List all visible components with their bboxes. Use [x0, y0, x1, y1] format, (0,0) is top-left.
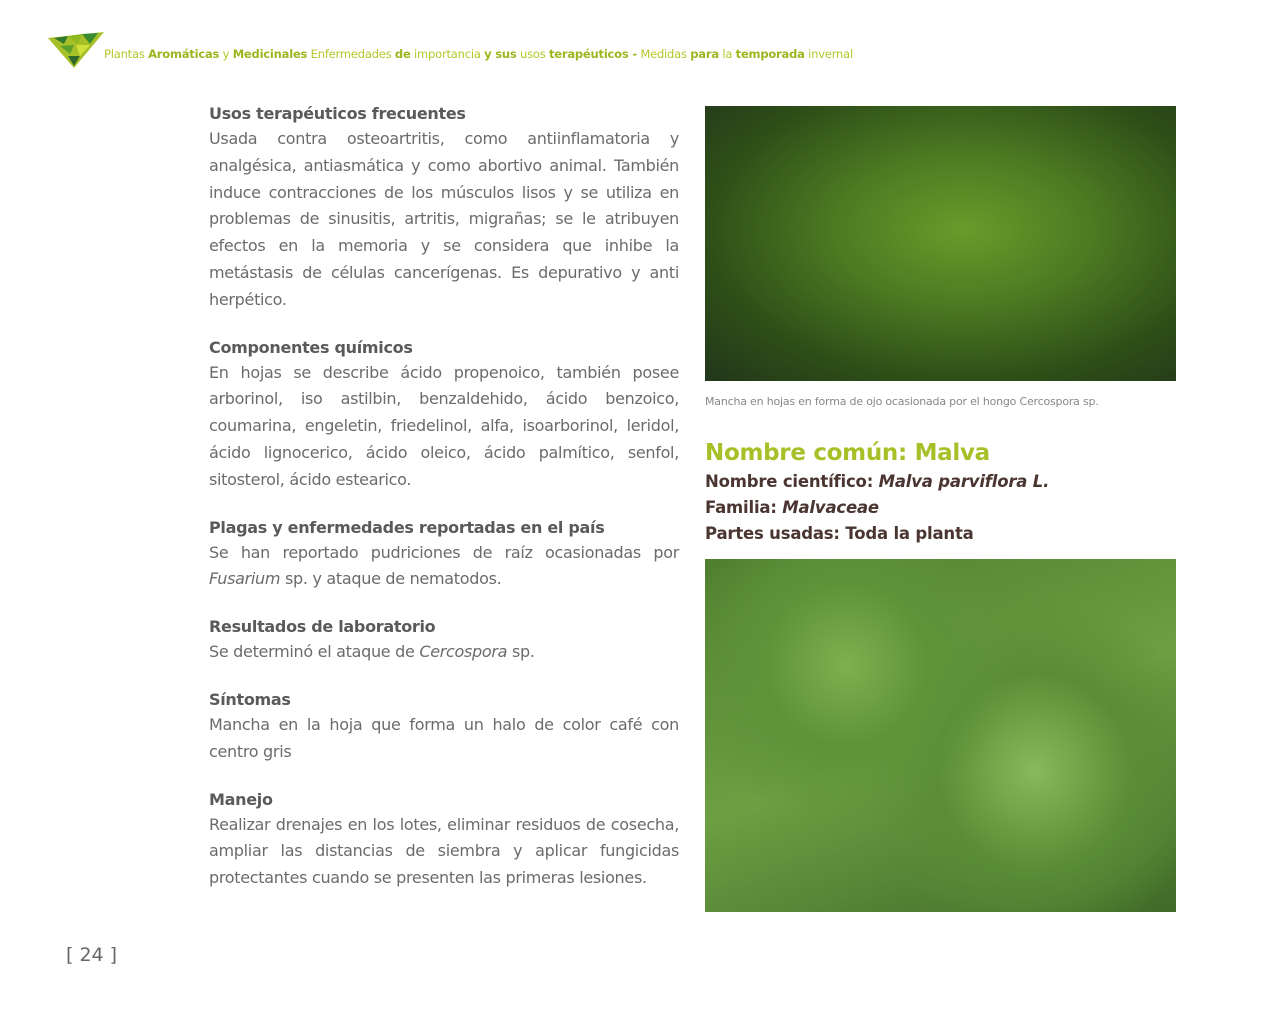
- section-body: [209, 540, 679, 594]
- header-text: Medidas: [636, 47, 691, 61]
- section-laboratorio: [209, 615, 679, 666]
- parts-used: Partes usadas: Toda la planta: [705, 524, 974, 543]
- header-text: importancia: [410, 47, 485, 61]
- header-text: la: [718, 47, 736, 61]
- photo-caption: Mancha en hojas en forma de ojo ocasionada por el hongo Cercospora sp.: [705, 395, 1099, 408]
- section-componentes: [209, 336, 679, 494]
- family: [705, 498, 879, 517]
- logo-icon: [48, 32, 104, 68]
- text: sp.: [507, 642, 535, 662]
- scientific-name: [705, 472, 1049, 491]
- italic-term: Cercospora: [419, 642, 508, 662]
- section-usos: [209, 102, 679, 314]
- section-body: En hojas se describe ácido propenoico, también posee arborinol, iso astilbin, benzaldehido, ácido benzoico, coumarina, engeletin, friedelinol, alfa, isoarborinol, leridol, ácido lignocerico, ácido oleico, ácido palmítico, senfol, sitosterol, ácido estearico.: [209, 362, 679, 489]
- header-text: para: [690, 47, 719, 61]
- value: Malva parviflora L.: [878, 472, 1050, 491]
- section-heading: Manejo: [209, 789, 273, 809]
- section-body: Usada contra osteoartritis, como antiinflamatoria y analgésica, antiasmática y como abortivo animal. También induce contracciones de los músculos lisos y se utiliza en problemas de sinusitis, artritis, migrañas; se le atribuyen efectos en la memoria y se considera que inhibe la metástasis de células cancerígenas. Es depurativo y anti herpético.: [209, 129, 679, 309]
- label: Nombre científico:: [705, 472, 879, 491]
- section-plagas: [209, 516, 679, 594]
- common-name: Nombre común: Malva: [705, 440, 990, 466]
- text: Se han reportado pudriciones de raíz ocasionadas por: [209, 542, 679, 562]
- label: Familia:: [705, 498, 783, 517]
- header-text: Enfermedades: [307, 47, 395, 61]
- text: sp. y ataque de nematodos.: [280, 569, 502, 589]
- section-body: [209, 639, 679, 666]
- header-text: y sus: [484, 47, 517, 61]
- header-text: Medicinales: [232, 47, 308, 61]
- text: Se determinó el ataque de: [209, 642, 420, 662]
- main-text-column: [209, 102, 679, 914]
- section-body: Mancha en la hoja que forma un halo de color café con centro gris: [209, 714, 679, 761]
- header-text: Plantas: [104, 47, 149, 61]
- section-body: Realizar drenajes en los lotes, eliminar residuos de cosecha, ampliar las distancias de siembra y aplicar fungicidas protectantes cuando se presenten las primeras lesiones.: [209, 814, 679, 888]
- section-heading: Síntomas: [209, 689, 291, 709]
- section-heading: Usos terapéuticos frecuentes: [209, 104, 466, 123]
- header-text: temporada: [735, 47, 805, 61]
- value: Malvaceae: [782, 498, 879, 517]
- header-text: y: [219, 47, 233, 61]
- italic-term: Fusarium: [209, 569, 281, 589]
- running-header: [104, 47, 853, 61]
- page-number: [ 24 ]: [66, 944, 118, 966]
- header-text: terapéuticos -: [548, 47, 637, 61]
- header-text: usos: [516, 47, 549, 61]
- leaf-spot-photo: [705, 106, 1176, 381]
- section-heading: Resultados de laboratorio: [209, 617, 436, 637]
- section-heading: Plagas y enfermedades reportadas en el país: [209, 517, 605, 537]
- section-heading: Componentes químicos: [209, 337, 413, 357]
- header-text: invernal: [804, 47, 853, 61]
- header-text: Aromáticas: [148, 47, 220, 61]
- malva-plant-photo: [705, 559, 1176, 912]
- section-sintomas: [209, 688, 679, 766]
- header-text: de: [394, 47, 411, 61]
- section-manejo: [209, 788, 679, 892]
